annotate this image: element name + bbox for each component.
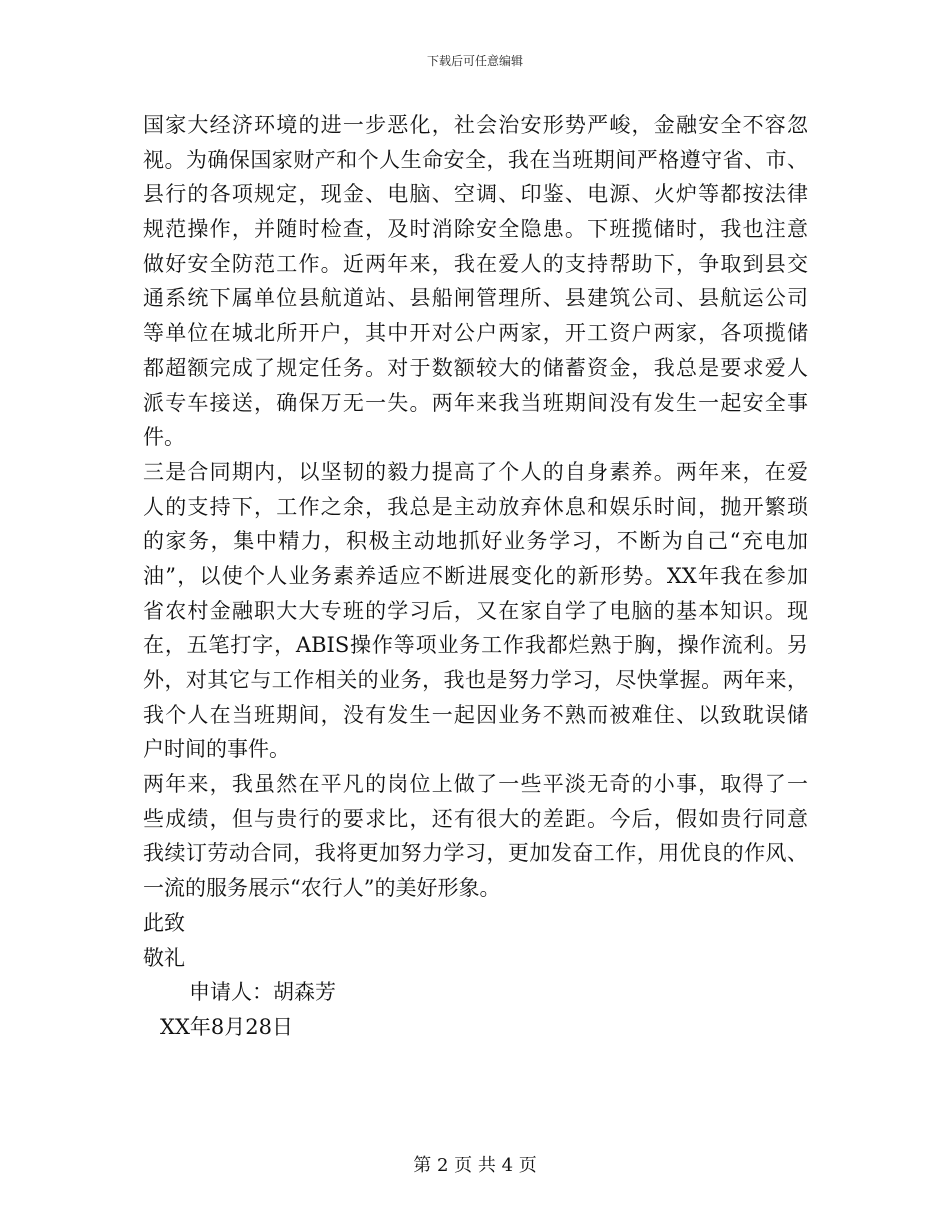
body-line-7: 等单位在城北所开户，其中开对公户两家，开工资户两家，各项揽储 <box>143 321 808 346</box>
body-line-6: 通系统下属单位县航道站、县船闸管理所、县建筑公司、县航运公司 <box>143 286 808 311</box>
body-line-22: 我续订劳动合同，我将更加努力学习，更加发奋工作，用优良的作风、 <box>143 841 808 866</box>
body-line-20: 两年来，我虽然在平凡的岗位上做了一些平淡无奇的小事，取得了一 <box>143 772 808 797</box>
body-line-4: 规范操作，并随时检查，及时消除安全隐患。下班揽储时，我也注意 <box>143 217 808 242</box>
body-line-19: 户时间的事件。 <box>143 737 290 762</box>
body-line-11: 三是合同期内，以坚韧的毅力提高了个人的自身素养。两年来，在爱 <box>143 459 808 484</box>
body-line-8: 都超额完成了规定任务。对于数额较大的储蓄资金，我总是要求爱人 <box>143 355 808 380</box>
signature-date: XX年8月28日 <box>160 1014 293 1039</box>
body-line-13: 的家务，集中精力，积极主动地抓好业务学习，不断为自己“充电加 <box>143 529 808 554</box>
body-line-12: 人的支持下，工作之余，我总是主动放弃休息和娱乐时间，抛开繁琐 <box>143 494 808 519</box>
body-line-5: 做好安全防范工作。近两年来，我在爱人的支持帮助下，争取到县交 <box>143 251 808 276</box>
body-line-9: 派专车接送，确保万无一失。两年来我当班期间没有发生一起安全事 <box>143 390 808 415</box>
body-line-17: 外，对其它与工作相关的业务，我也是努力学习，尽快掌握。两年来， <box>143 668 808 692</box>
body-line-10: 件。 <box>143 425 185 450</box>
body-line-23: 一流的服务展示“农行人”的美好形象。 <box>143 876 501 901</box>
body-line-3: 县行的各项规定，现金、电脑、空调、印鉴、电源、火炉等都按法律 <box>143 182 808 207</box>
body-line-15: 省农村金融职大大专班的学习后，又在家自学了电脑的基本知识。现 <box>143 598 808 623</box>
body-line-1: 国家大经济环境的进一步恶化，社会治安形势严峻，金融安全不容忽 <box>143 113 808 137</box>
signature-name: 申请人：胡森芳 <box>189 980 336 1005</box>
closing-salutation: 此致 <box>143 910 185 935</box>
body-line-21: 些成绩，但与贵行的要求比，还有很大的差距。今后，假如贵行同意 <box>143 806 808 831</box>
body-line-14: 油”，以使个人业务素养适应不断进展变化的新形势。XX年我在参加 <box>143 563 808 588</box>
closing-regards: 敬礼 <box>143 945 185 970</box>
body-line-16: 在，五笔打字，ABIS操作等项业务工作我都烂熟于胸，操作流利。另 <box>143 633 808 658</box>
body-line-18: 我个人在当班期间，没有发生一起因业务不熟而被难住、以致耽误储 <box>143 702 808 727</box>
page-number: 第 2 页 共 4 页 <box>413 1155 537 1176</box>
body-line-2: 视。为确保国家财产和个人生命安全，我在当班期间严格遵守省、市、 <box>143 147 808 172</box>
page-header: 下载后可任意编辑 <box>426 54 523 68</box>
document-body <box>143 108 808 1045</box>
